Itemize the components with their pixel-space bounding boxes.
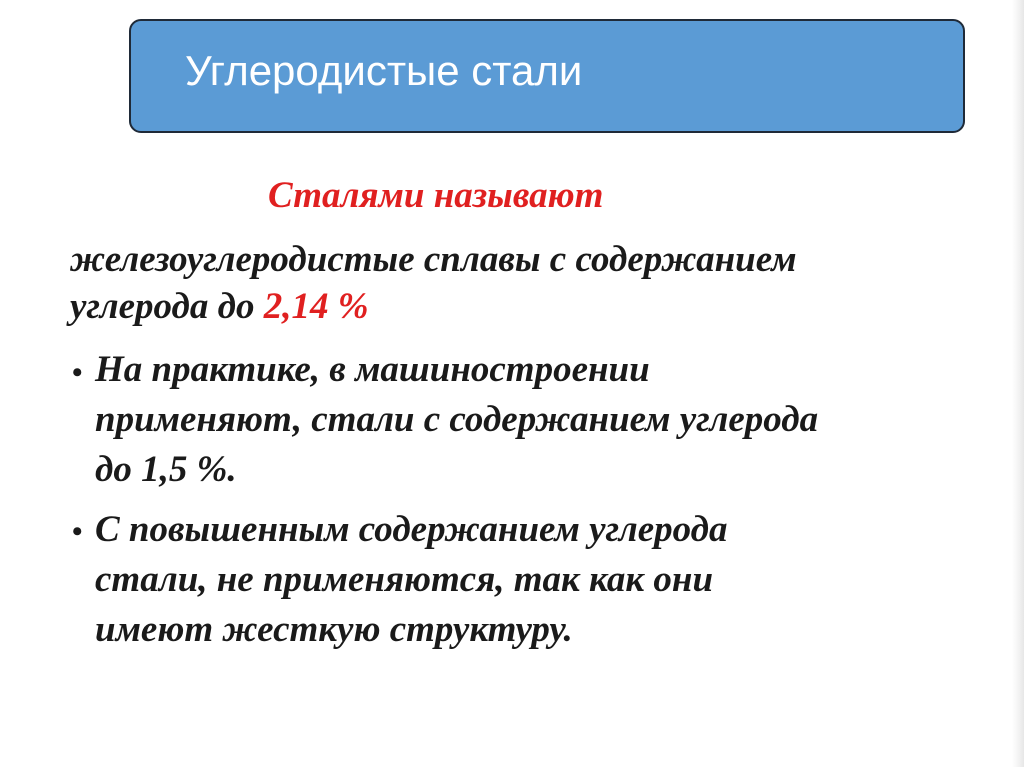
- definition-line-2: [70, 285, 369, 328]
- bullet-marker: •: [72, 515, 83, 548]
- bullet-marker: •: [72, 356, 83, 389]
- slide-edge-shadow: [1012, 0, 1024, 767]
- bullet-1-line-1: На практике, в машиностроении: [95, 349, 650, 390]
- bullet-2-line-1: С повышенным содержанием углерода: [95, 509, 728, 550]
- carbon-limit-value: 2,14 %: [263, 286, 369, 327]
- slide-title: Углеродистые стали: [185, 47, 583, 94]
- lead-phrase: Сталями называют: [268, 175, 604, 216]
- bullet-2-line-3: имеют жесткую структуру.: [95, 609, 573, 650]
- bullet-2-line-2: стали, не применяются, так как они: [95, 559, 714, 600]
- bullet-1-line-3: до 1,5 %.: [95, 449, 237, 490]
- bullet-1-line-2: применяют, стали с содержанием углерода: [95, 399, 819, 440]
- definition-line-1: железоуглеродистые сплавы с содержанием: [70, 239, 797, 280]
- definition-line-2-text: углерода до: [70, 286, 264, 327]
